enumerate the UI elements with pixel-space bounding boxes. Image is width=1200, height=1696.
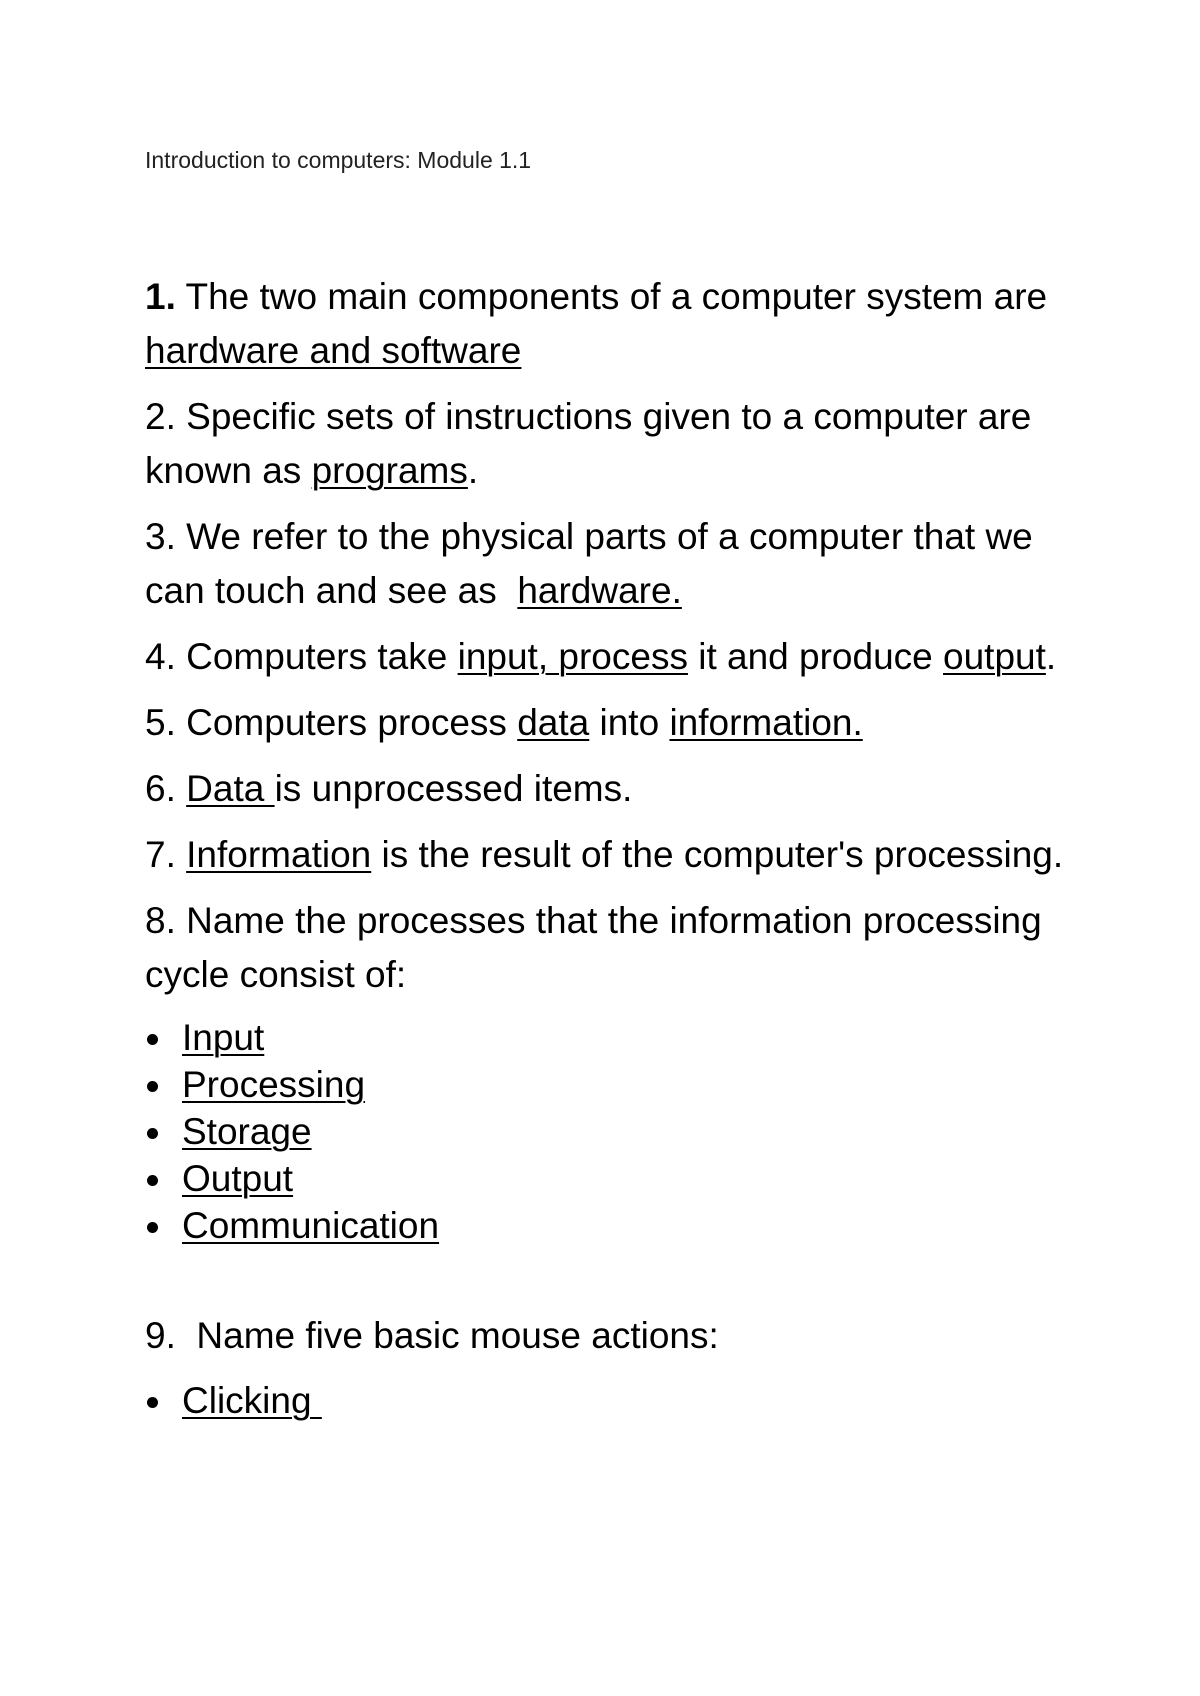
question-text: Computers process: [175, 702, 518, 743]
question-text: Computers take: [175, 636, 458, 677]
list-item: [145, 1202, 1085, 1249]
answer: Clicking: [182, 1380, 322, 1421]
answer: hardware.: [517, 570, 682, 611]
question-1: [145, 270, 1085, 378]
answer: Information: [186, 834, 372, 875]
bullet-icon: [147, 1222, 158, 1233]
page-header: Introduction to computers: Module 1.1: [145, 147, 532, 173]
spacer: [176, 834, 186, 875]
question-number: 4.: [145, 636, 176, 677]
question-number: 5.: [145, 702, 176, 743]
answer: information.: [669, 702, 863, 743]
question-9: [145, 1309, 1085, 1363]
question-number: 6.: [145, 768, 176, 809]
answer: hardware and software: [145, 330, 522, 371]
question-text: it and produce: [687, 636, 944, 677]
question-number: 1.: [145, 276, 176, 317]
question-number: 2.: [145, 396, 176, 437]
punctuation: .: [467, 450, 479, 491]
question-text: into: [589, 702, 670, 743]
question-list: [145, 270, 1085, 1424]
list-item: [145, 1155, 1085, 1202]
question-5: [145, 696, 1085, 750]
question-4: [145, 630, 1085, 684]
bullet-icon: [147, 1128, 158, 1139]
question-2: [145, 390, 1085, 498]
question-3: [145, 510, 1085, 618]
question-text: Name the processes that the information processing cycle consist of:: [145, 900, 1042, 995]
question-7: [145, 828, 1085, 882]
question-number: 9.: [145, 1315, 176, 1356]
question-number: 8.: [145, 900, 176, 941]
question-text: is the result of the computer's processing.: [371, 834, 1064, 875]
question-text: Name five basic mouse actions:: [175, 1315, 719, 1356]
answer: Communication: [182, 1205, 440, 1246]
spacer: [145, 1249, 1085, 1309]
punctuation: .: [1045, 636, 1057, 677]
question-text: is unprocessed items.: [274, 768, 633, 809]
list-item: [145, 1108, 1085, 1155]
mouse-actions-list: [145, 1377, 1085, 1424]
question-8: [145, 894, 1085, 1002]
question-6: [145, 762, 1085, 816]
question-text: Specific sets of instructions given to a computer are known as: [145, 396, 1032, 491]
bullet-icon: [147, 1175, 158, 1186]
answer: Input: [182, 1017, 265, 1058]
spacer: [176, 768, 186, 809]
list-item: [145, 1014, 1085, 1061]
answer: Storage: [182, 1111, 312, 1152]
list-item: [145, 1377, 1085, 1424]
answer: Output: [182, 1158, 294, 1199]
answer: data: [517, 702, 590, 743]
bullet-icon: [147, 1034, 158, 1045]
question-text: We refer to the physical parts of a computer that we can touch and see as: [145, 516, 1044, 611]
list-item: [145, 1061, 1085, 1108]
question-text: The two main components of a computer system are: [175, 276, 1048, 317]
bullet-icon: [147, 1081, 158, 1092]
answer: input, process: [457, 636, 688, 677]
bullet-icon: [147, 1397, 158, 1408]
answer: programs: [311, 450, 468, 491]
question-number: 7.: [145, 834, 176, 875]
answer: Data: [186, 768, 275, 809]
answer: output: [943, 636, 1046, 677]
question-number: 3.: [145, 516, 176, 557]
processing-cycle-list: [145, 1014, 1085, 1249]
answer: Processing: [182, 1064, 366, 1105]
